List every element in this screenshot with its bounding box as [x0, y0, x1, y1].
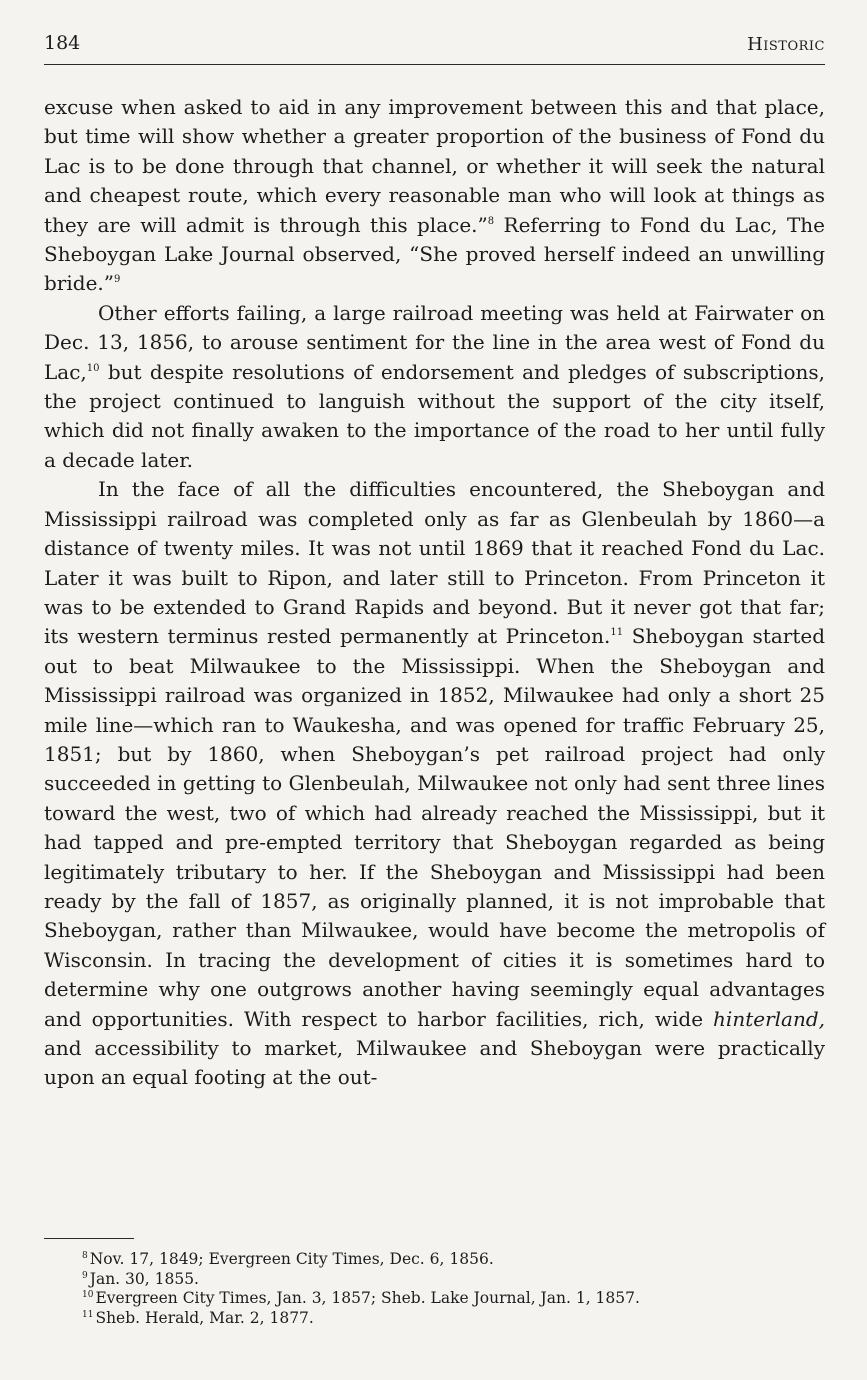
footnote-mark: 10	[82, 1290, 94, 1300]
footnote-ref: 9	[113, 274, 121, 286]
paragraph: Other efforts failing, a large railroad meeting was held at Fairwater on Dec. 13, 1856, to arouse sentiment for the line in the area west of Fond du Lac,$^{10}$ but despite resolutions of endorsement and pledges of subscriptions, the project continued to languish without the support of the city itself, which did not finally awaken to the importance of the road to her until fully a decade later.	[44, 300, 825, 472]
footnote-mark: 11	[82, 1309, 94, 1320]
paragraph: excuse when asked to aid in any improvement between this and that place, but time will show whether a greater proportion of the business of Fond du Lac is to be done through that channel, or whether it will seek the natural and cheapest route, which every reasonable man who will look at things as they are will admit is through this place.”$^8$ Referring to Fond du Lac, The Sheboygan Lake Journal observed, “She proved herself indeed an unwilling bride.”$^9$	[44, 95, 826, 296]
footnote-ref: 8	[487, 215, 495, 227]
footnote-ref: 11	[610, 627, 624, 639]
footnote: $^{11}$ Sheb. Herald, Mar. 2, 1877.	[82, 1308, 314, 1327]
footnote: $^8$ Nov. 17, 1849; Evergreen City Times, Dec. 6, 1856.	[82, 1250, 494, 1268]
page-header	[44, 28, 825, 65]
running-head: Historic	[747, 34, 825, 55]
footnote: $^{10}$ Evergreen City Times, Jan. 3, 1857; Sheb. Lake Journal, Jan. 1, 1857.	[82, 1289, 640, 1307]
page-number: 184	[44, 32, 81, 54]
footnote-mark: 9	[82, 1270, 88, 1281]
paragraph: In the face of all the difficulties encountered, the Sheboygan and Mississippi railroad was completed only as far as Glenbeulah by 1860—a distance of twenty miles. It was not until 1869 that it reached Fond du Lac. Later it was built to Ripon, and later still to Princeton. From Princeton it was to be extended to Grand Rapids and beyond. But it never got that far; its western terminus rested permanently at Princeton.$^{11}$ Sheboygan started out to beat Milwaukee to the Mississippi. When the Sheboygan and Mississippi railroad was organized in 1852, Milwaukee had only a short 25 mile line—which ran to Waukesha, and was opened for traffic February 25, 1851; but by 1860, when Sheboygan’s pet railroad project had only succeeded in getting to Glenbeulah, Milwaukee not only had sent three lines toward the west, two of which had already reached the Mississippi, but it had tapped and pre-empted territory that Sheboygan regarded as being legitimately tributary to her. If the Sheboygan and Mississippi had been ready by the fall of 1857, as originally planned, it is not improbable that Sheboygan, rather than Milwaukee, would have become the metropolis of Wisconsin. In tracing the development of cities it is sometimes hard to determine why one outgrows another having seemingly equal advantages and opportunities. With respect to harbor facilities, rich, wide hinterland, and accessibility to market, Milwaukee and Sheboygan were practically upon an equal footing at the out-	[44, 477, 825, 1090]
italic-term: hinterland,	[713, 1006, 825, 1031]
footnote: $^9$ Jan. 30, 1855.	[82, 1269, 199, 1288]
footnote-ref: 10	[86, 362, 100, 374]
footnotes	[44, 1250, 825, 1328]
footnote-divider	[44, 1238, 134, 1239]
footnote-mark: 8	[82, 1251, 88, 1261]
body-text	[44, 93, 825, 1093]
